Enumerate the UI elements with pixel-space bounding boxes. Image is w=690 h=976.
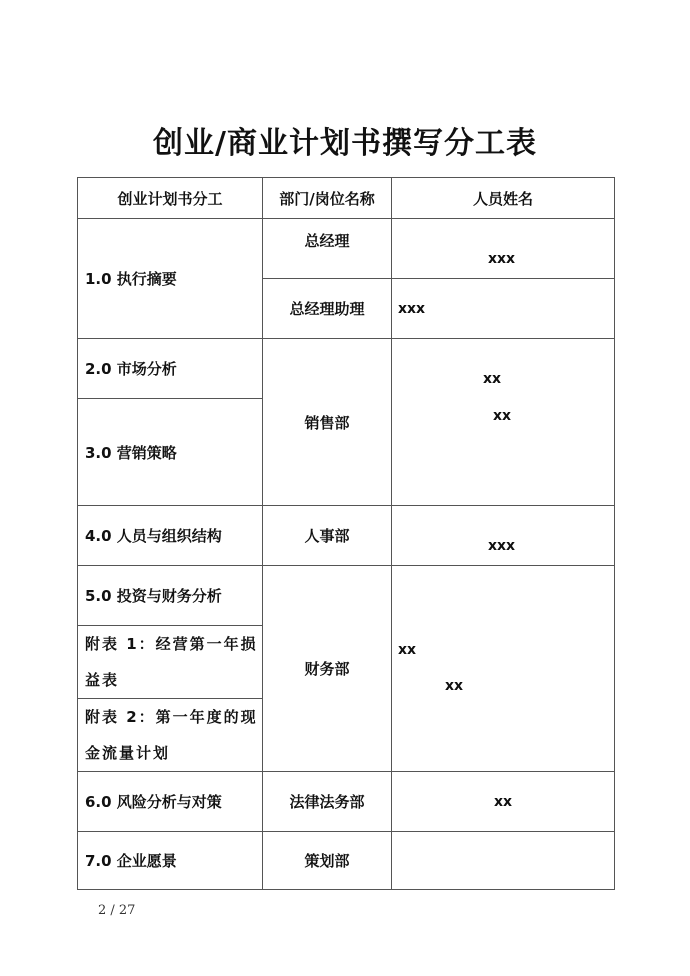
table-row [78, 772, 615, 832]
name-cell [392, 832, 615, 890]
header-section: 创业计划书分工 [78, 178, 263, 219]
section-cell: 附表 2：第一年度的现金流量计划 [78, 699, 263, 772]
table-row [78, 339, 615, 399]
dept-cell: 财务部 [263, 566, 392, 772]
dept-cell: 销售部 [263, 339, 392, 506]
name-cell: xxx [392, 279, 615, 339]
table-row [78, 832, 615, 890]
header-name: 人员姓名 [392, 178, 615, 219]
dept-cell: 策划部 [263, 832, 392, 890]
section-cell: 附表 1：经营第一年损益表 [78, 626, 263, 699]
table-header-row [78, 178, 615, 219]
name-cell: xx xx [392, 339, 615, 506]
section-cell: 4.0 人员与组织结构 [78, 506, 263, 566]
division-table [77, 177, 615, 890]
table-row [78, 219, 615, 279]
section-cell: 3.0 营销策略 [78, 399, 263, 506]
section-cell: 2.0 市场分析 [78, 339, 263, 399]
dept-cell: 人事部 [263, 506, 392, 566]
dept-cell: 总经理 [263, 219, 392, 279]
header-dept: 部门/岗位名称 [263, 178, 392, 219]
page-title: 创业/商业计划书撰写分工表 [153, 126, 537, 161]
section-cell: 5.0 投资与财务分析 [78, 566, 263, 626]
name-cell: xx xx [392, 566, 615, 772]
name-cell: xxx [392, 506, 615, 566]
page-indicator: 2 / 27 [98, 903, 136, 918]
dept-cell: 总经理助理 [263, 279, 392, 339]
section-cell: 7.0 企业愿景 [78, 832, 263, 890]
table-row [78, 506, 615, 566]
table-row [78, 566, 615, 626]
name-cell: xx [392, 772, 615, 832]
section-cell: 1.0 执行摘要 [78, 219, 263, 339]
dept-cell: 法律法务部 [263, 772, 392, 832]
section-cell: 6.0 风险分析与对策 [78, 772, 263, 832]
name-cell: xxx [392, 219, 615, 279]
